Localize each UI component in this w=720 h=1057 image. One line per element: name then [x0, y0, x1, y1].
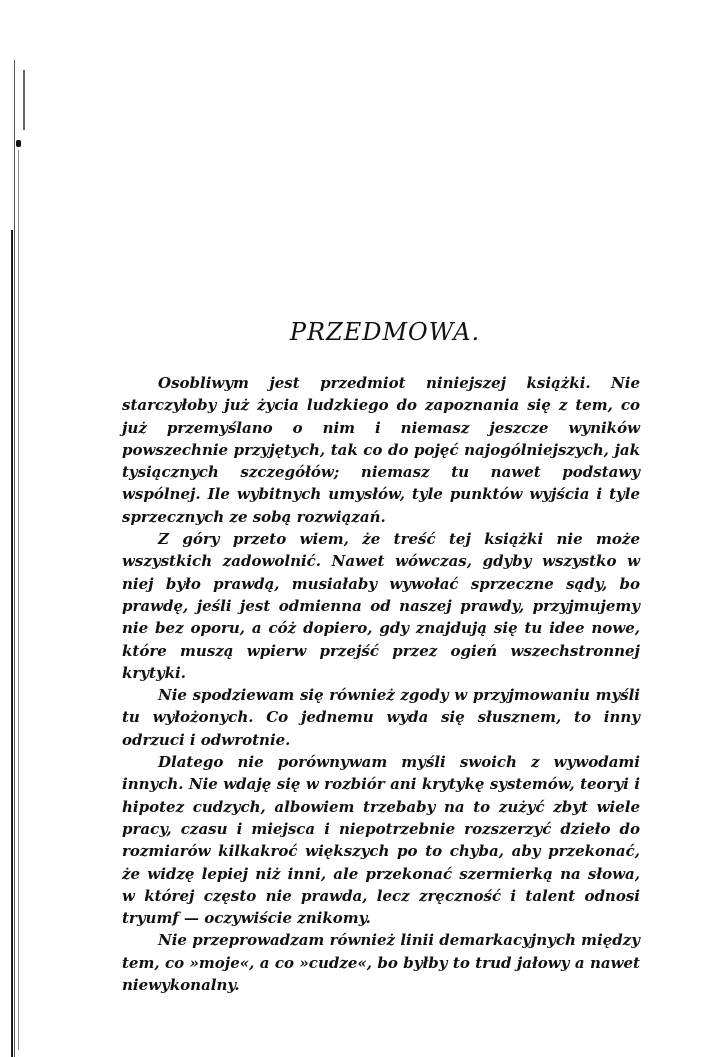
binding-line [14, 60, 15, 1057]
binding-dot [16, 140, 21, 147]
paragraph: Osobliwym jest przedmiot niniejszej książki. Nie starczyłoby już życia ludzkiego do zapoznania się z tem, co już przemyślano o nim i niemasz jeszcze wyników powszechnie przyjętych, tak co do pojęć najogólniejszych, jak tysiącznych szczegółów; niemasz tu nawet podstawy wspólnej. Ile wybitnych umysłów, tyle punktów wyjścia i tyle sprzecznych ze sobą rozwiązań. [122, 374, 640, 526]
paragraph: Nie przeprowadzam również linii demarkacyjnych między tem, co »moje«, a co »cudze«, bo byłby to trud jałowy a nawet niewykonalny. [122, 931, 640, 995]
page-title: PRZEDMOWA. [289, 318, 481, 346]
preface-text [122, 372, 640, 996]
binding-mark [23, 70, 25, 130]
binding-line [18, 150, 19, 1050]
paragraph: Dlatego nie porównywam myśli swoich z wywodami innych. Nie wdaję się w rozbiór ani krytykę systemów, teoryi i hipotez cudzych, albowiem trzebaby na to zużyć zbyt wiele pracy, czasu i miejsca i niepotrzebnie rozszerzyć dzieło do rozmiarów kilkakroć większych po to chyba, aby przekonać, że widzę lepiej niż inni, ale przekonać szermierką na słowa, w której często nie prawda, lecz zręczność i talent odnosi tryumf — oczywiście znikomy. [122, 753, 640, 928]
paragraph: Nie spodziewam się również zgody w przyjmowaniu myśli tu wyłożonych. Co jednemu wyda się słusznem, to inny odrzuci i odwrotnie. [122, 686, 640, 749]
paragraph: Z góry przeto wiem, że treść tej książki nie może wszystkich zadowolnić. Nawet wówczas, gdyby wszystko w niej było prawdą, musiałaby wywołać sprzeczne sądy, bo prawdę, jeśli jest odmienna od naszej prawdy, przyjmujemy nie bez oporu, a cóż dopiero, gdy znajdują się tu idee nowe, które muszą wpierw przejść przez ogień wszechstronnej krytyki. [122, 530, 640, 682]
binding-line [11, 230, 13, 1057]
